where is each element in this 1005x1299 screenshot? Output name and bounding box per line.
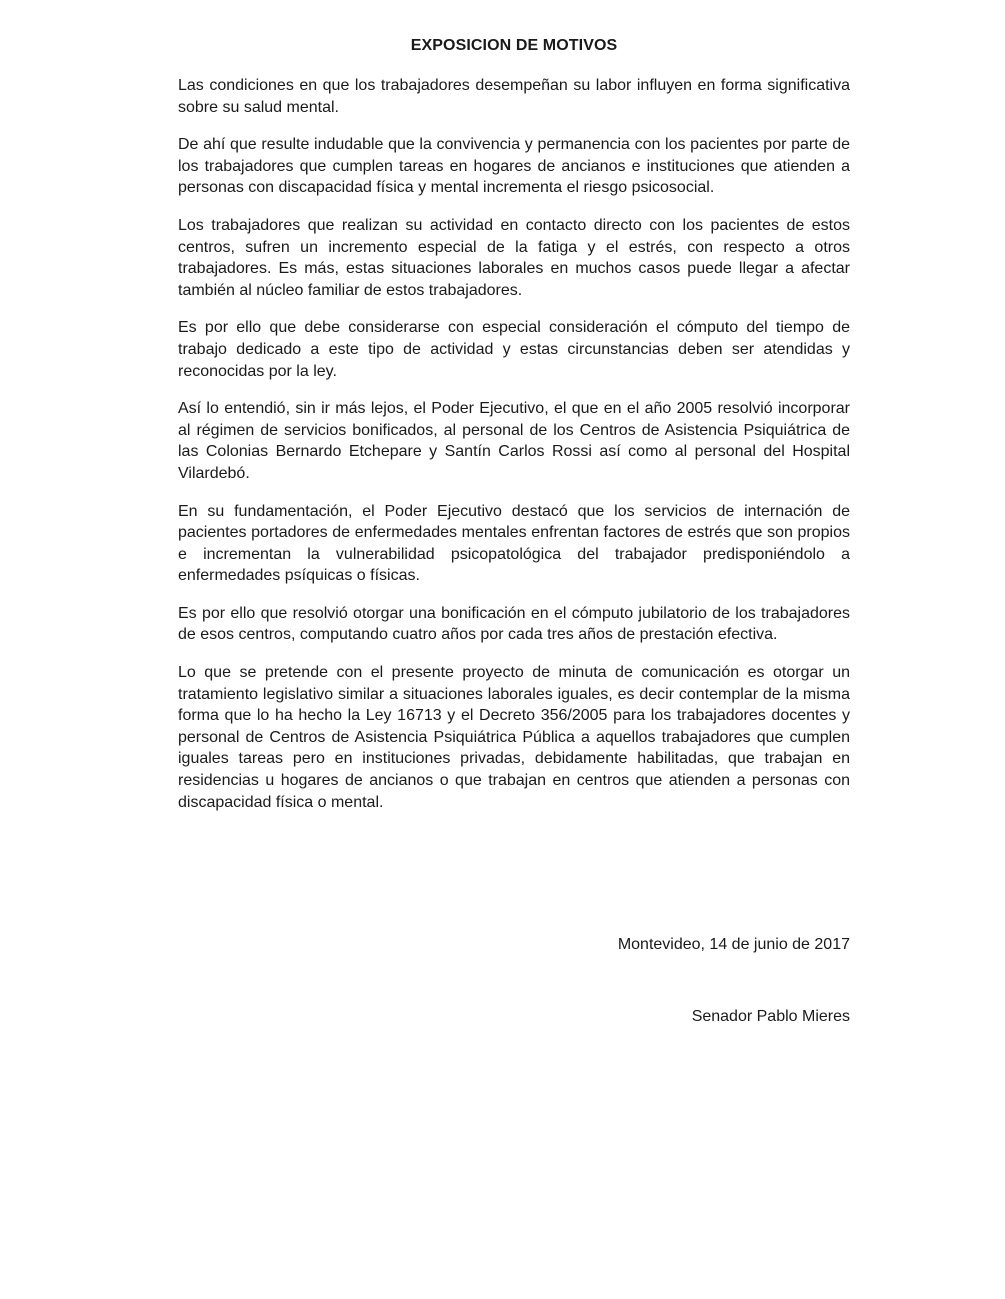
document-body [178, 36, 850, 829]
document-title: EXPOSICION DE MOTIVOS [410, 37, 618, 54]
paragraph-7: Es por ello que resolvió otorgar una bonificación en el cómputo jubilatorio de los trabajadores de esos centros, computando cuatro años por cada tres años de prestación efectiva. [178, 604, 850, 644]
paragraph-1: Las condiciones en que los trabajadores desempeñan su labor influyen en forma significativa sobre su salud mental. [178, 77, 850, 116]
signature: Senador Pablo Mieres [691, 1008, 850, 1025]
paragraph-3: Los trabajadores que realizan su actividad en contacto directo con los pacientes de estos centros, sufren un incremento especial de la fatiga y el estrés, con respecto a otros trabajadores. Es más, estas situaciones laborales en muchos casos puede llegar a afectar también al núcleo familiar de estos trabajadores. [178, 216, 850, 299]
paragraph-8: Lo que se pretende con el presente proyecto de minuta de comunicación es otorgar un tratamiento legislativo similar a situaciones laborales iguales, es decir contemplar de la misma forma que lo ha hecho la Ley 16713 y el Decreto 356/2005 para los trabajadores docentes y personal de Centros de Asistencia Psiquiátrica Pública a aquellos trabajadores que cumplen iguales tareas pero en instituciones privadas, debidamente habilitadas, que trabajan en residencias u hogares de ancianos o que trabajan en centros que atienden a personas con discapacidad física o mental. [178, 664, 850, 811]
paragraph-2: De ahí que resulte indudable que la convivencia y permanencia con los pacientes por parte de los trabajadores que cumplen tareas en hogares de ancianos e instituciones que atienden a personas con discapacidad física y mental incrementa el riesgo psicosocial. [178, 136, 850, 197]
paragraph-5: Así lo entendió, sin ir más lejos, el Poder Ejecutivo, el que en el año 2005 resolvió incorporar al régimen de servicios bonificados, al personal de los Centros de Asistencia Psiquiátrica de las Colonias Bernardo Etchepare y Santín Carlos Rossi así como al personal del Hospital Vilardebó. [178, 400, 850, 482]
place-and-date: Montevideo, 14 de junio de 2017 [617, 936, 850, 953]
paragraph-4: Es por ello que debe considerarse con especial consideración el cómputo del tiempo de trabajo dedicado a este tipo de actividad y estas circunstancias deben ser atendidas y reconocidas por la ley. [178, 319, 850, 380]
paragraph-6: En su fundamentación, el Poder Ejecutivo destacó que los servicios de internación de pacientes portadores de enfermedades mentales enfrentan factores de estrés que son propios e incrementan la vulnerabilidad psicopatológica del trabajador predisponiéndolo a enfermedades psíquicas o físicas. [178, 502, 850, 585]
